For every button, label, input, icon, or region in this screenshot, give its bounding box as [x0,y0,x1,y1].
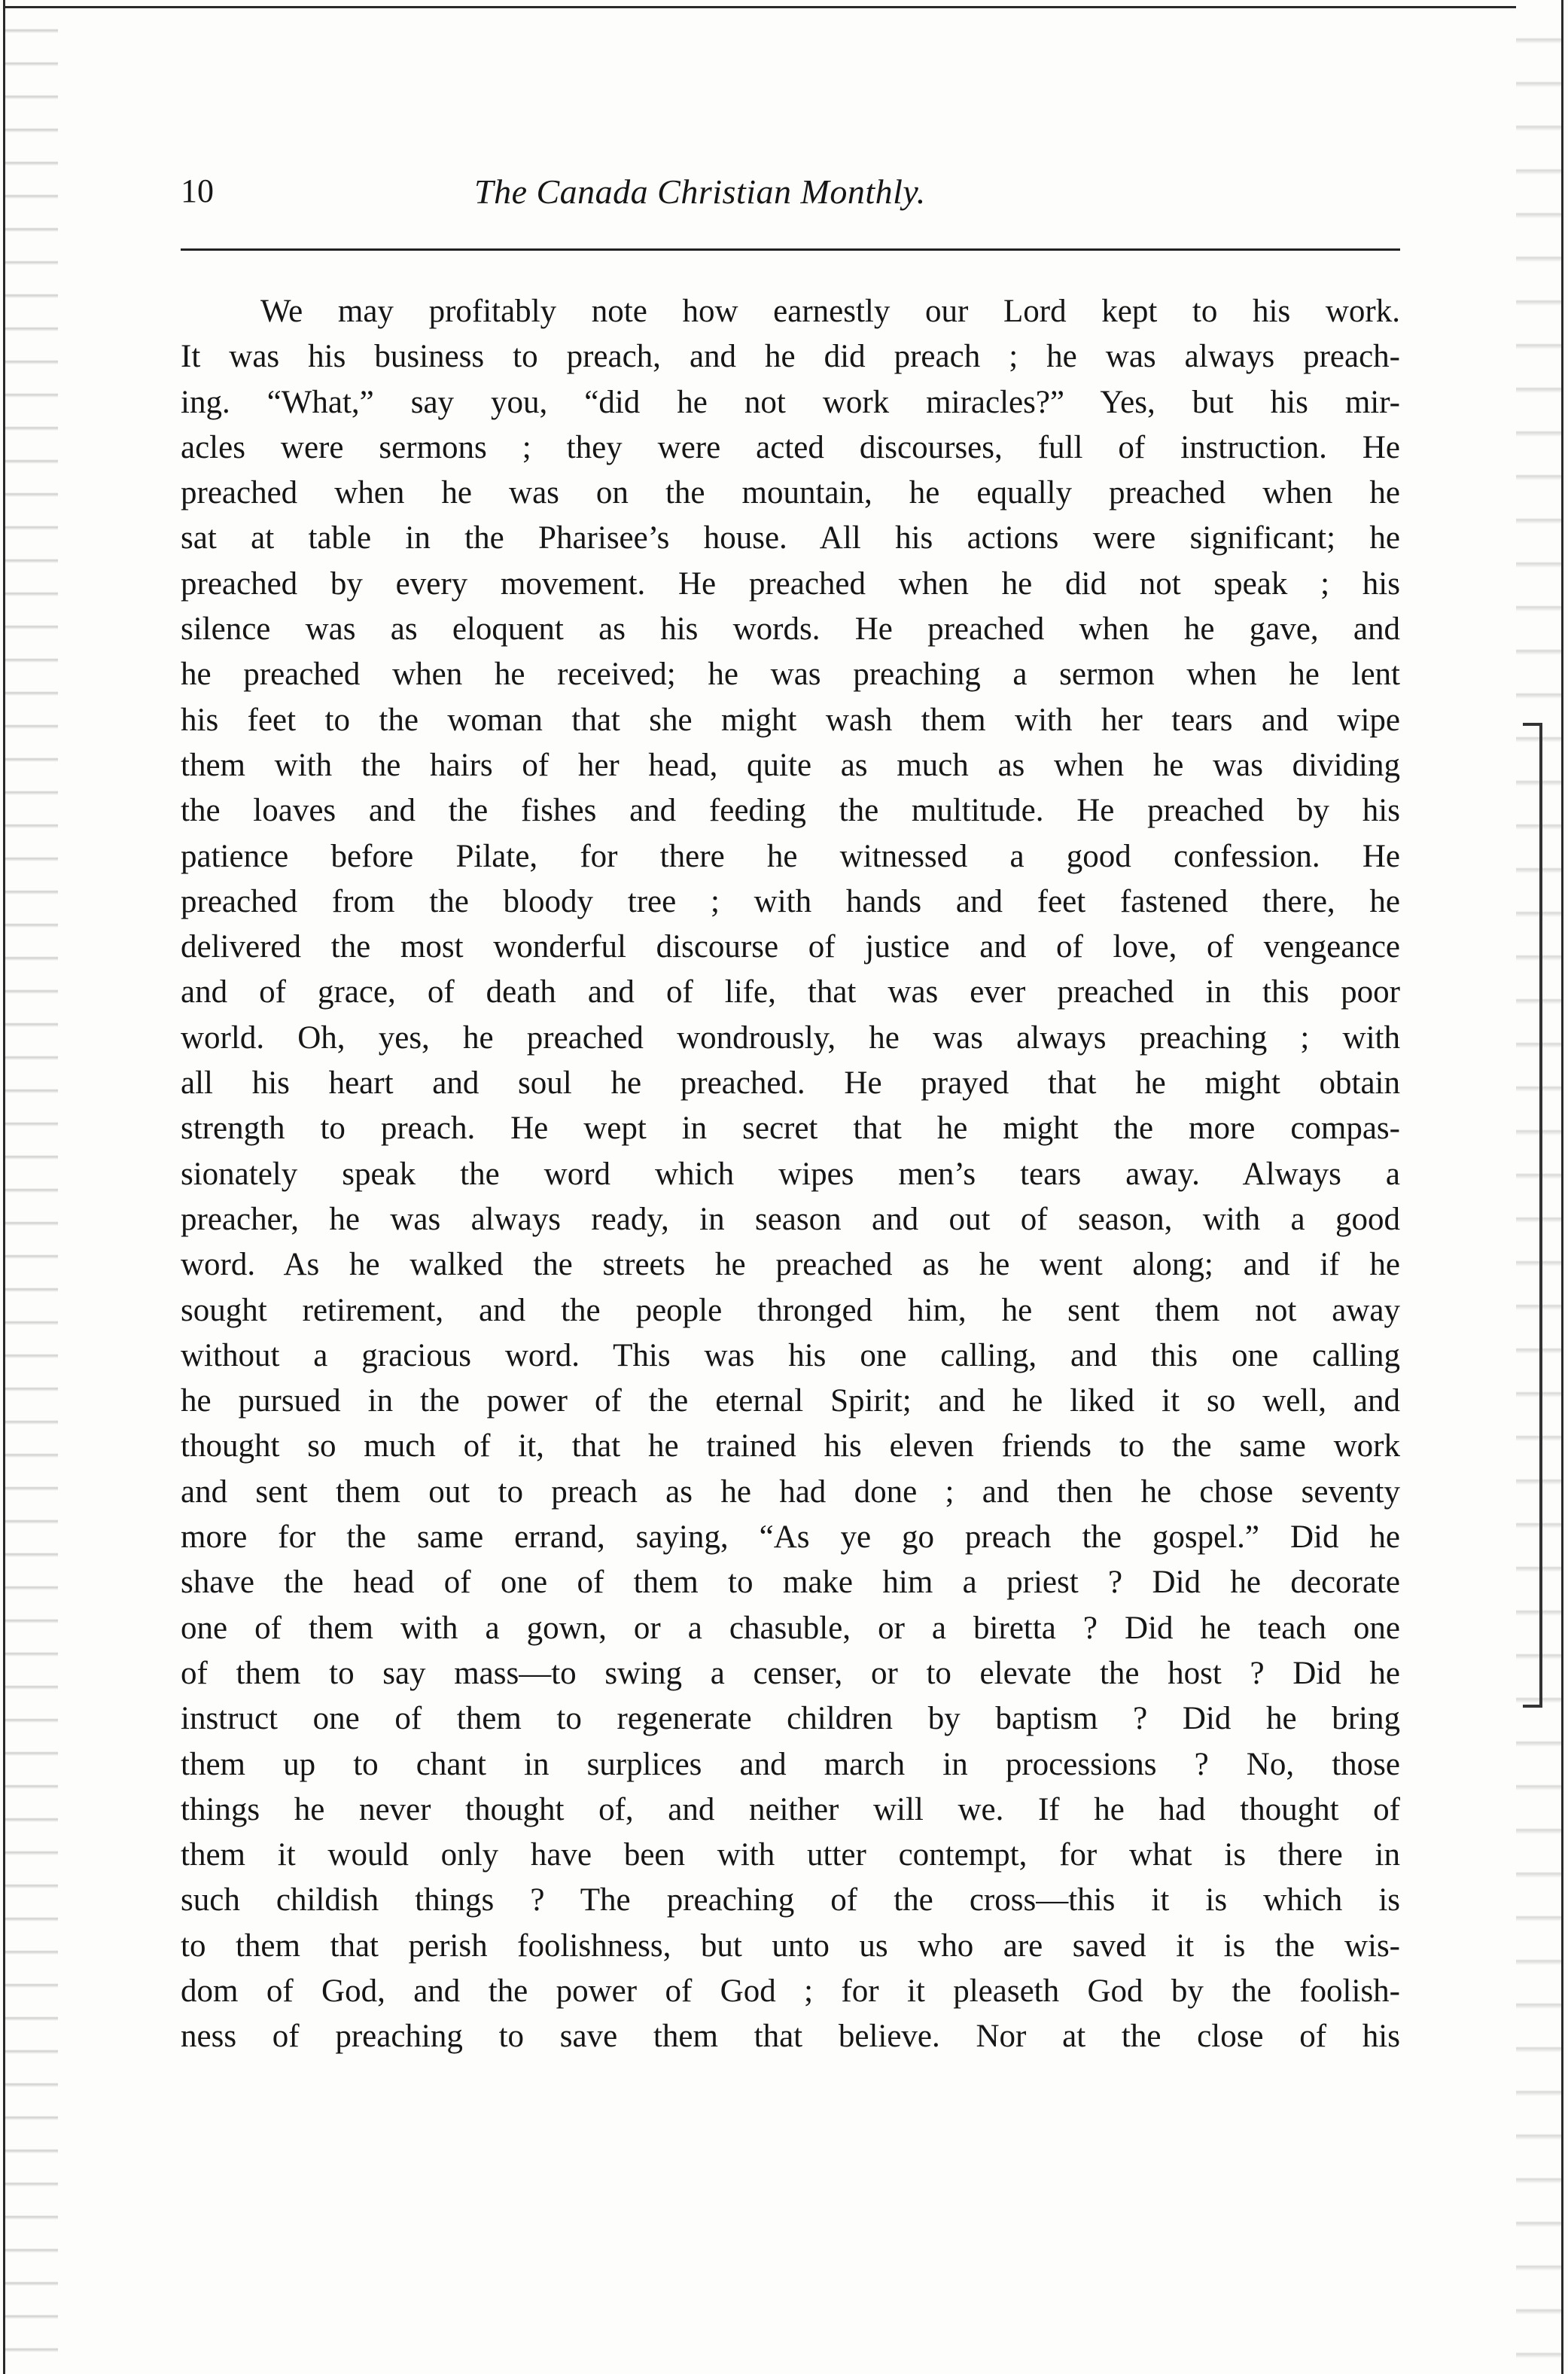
text-line: We may profitably note how earnestly our Lord kept to his work. [260,294,1400,329]
text-line: world. Oh, yes, he preached wondrously, he was always preaching ; with [181,1019,1400,1056]
text-line: and of grace, of death and of life, that was ever preached in this poor [181,974,1400,1010]
text-line: thought so much of it, that he trained his eleven friends to the same work [181,1428,1400,1464]
text-line: silence was as eloquent as his words. He preached when he gave, and [181,611,1400,648]
text-line: preached from the bloody tree ; with hands and feet fastened there, he [181,883,1400,919]
text-line: strength to preach. He wept in secret that he might the more compas- [181,1111,1400,1147]
scan-left-edge [3,0,58,2374]
text-line: them up to chant in surplices and march in processions ? No, those [181,1746,1400,1782]
text-line: dom of God, and the power of God ; for it pleaseth God by the foolish- [181,1973,1400,2009]
text-line: and sent them out to preach as he had done ; and then he chose seventy [181,1473,1400,1510]
text-line: sought retirement, and the people thronged him, he sent them not away [181,1292,1400,1328]
body-paragraph [181,289,1400,2060]
text-line: of them to say mass—to swing a censer, or to elevate the host ? Did he [181,1655,1400,1691]
text-line: acles were sermons ; they were acted discourses, full of instruction. He [181,429,1400,465]
page-header [181,172,1400,232]
text-line: ness of preaching to save them that believe. Nor at the close of his [181,2019,1400,2055]
text-line: his feet to the woman that she might wash them with her tears and wipe [181,702,1400,738]
text-line: he preached when he received; he was preaching a sermon when he lent [181,657,1400,693]
text-line: ing. “What,” say you, “did he not work miracles?” Yes, but his mir- [181,384,1400,420]
text-line: preached when he was on the mountain, he equally preached when he [181,475,1400,511]
text-line: preached by every movement. He preached when he did not speak ; his [181,565,1400,602]
header-rule [181,248,1400,251]
text-line: to them that perish foolishness, but unto us who are saved it is the wis- [181,1928,1400,1964]
scan-top-edge [3,6,1516,8]
text-line: shave the head of one of them to make him a priest ? Did he decorate [181,1565,1400,1601]
text-line: more for the same errand, saying, “As ye go preach the gospel.” Did he [181,1519,1400,1556]
text-line: delivered the most wonderful discourse of justice and of love, of vengeance [181,929,1400,965]
text-line: he pursued in the power of the eternal Spirit; and he liked it so well, and [181,1383,1400,1419]
text-line: It was his business to preach, and he did preach ; he was always preach- [181,339,1400,375]
text-line: instruct one of them to regenerate children by baptism ? Did he bring [181,1701,1400,1737]
text-line: patience before Pilate, for there he witnessed a good confession. He [181,838,1400,874]
text-line: all his heart and soul he preached. He prayed that he might obtain [181,1065,1400,1102]
text-line: them with the hairs of her head, quite as much as when he was dividing [181,747,1400,783]
text-line: without a gracious word. This was his one calling, and this one calling [181,1337,1400,1373]
text-line: them it would only have been with utter contempt, for what is there in [181,1837,1400,1873]
text-line: one of them with a gown, or a chasuble, or a biretta ? Did he teach one [181,1610,1400,1646]
text-line: things he never thought of, and neither will we. If he had thought of [181,1791,1400,1827]
running-title: The Canada Christian Monthly. [474,172,926,211]
text-line: the loaves and the fishes and feeding the multitude. He preached by his [181,793,1400,829]
text-line: preacher, he was always ready, in season and out of season, with a good [181,1201,1400,1237]
margin-bracket-mark [1523,723,1542,1708]
page-number: 10 [181,172,214,209]
text-line: such childish things ? The preaching of the cross—this it is which is [181,1882,1400,1918]
text-line: sionately speak the word which wipes men’s tears away. Always a [181,1156,1400,1192]
text-line: word. As he walked the streets he preached as he went along; and if he [181,1247,1400,1283]
text-line: sat at table in the Pharisee’s house. All his actions were significant; he [181,520,1400,556]
